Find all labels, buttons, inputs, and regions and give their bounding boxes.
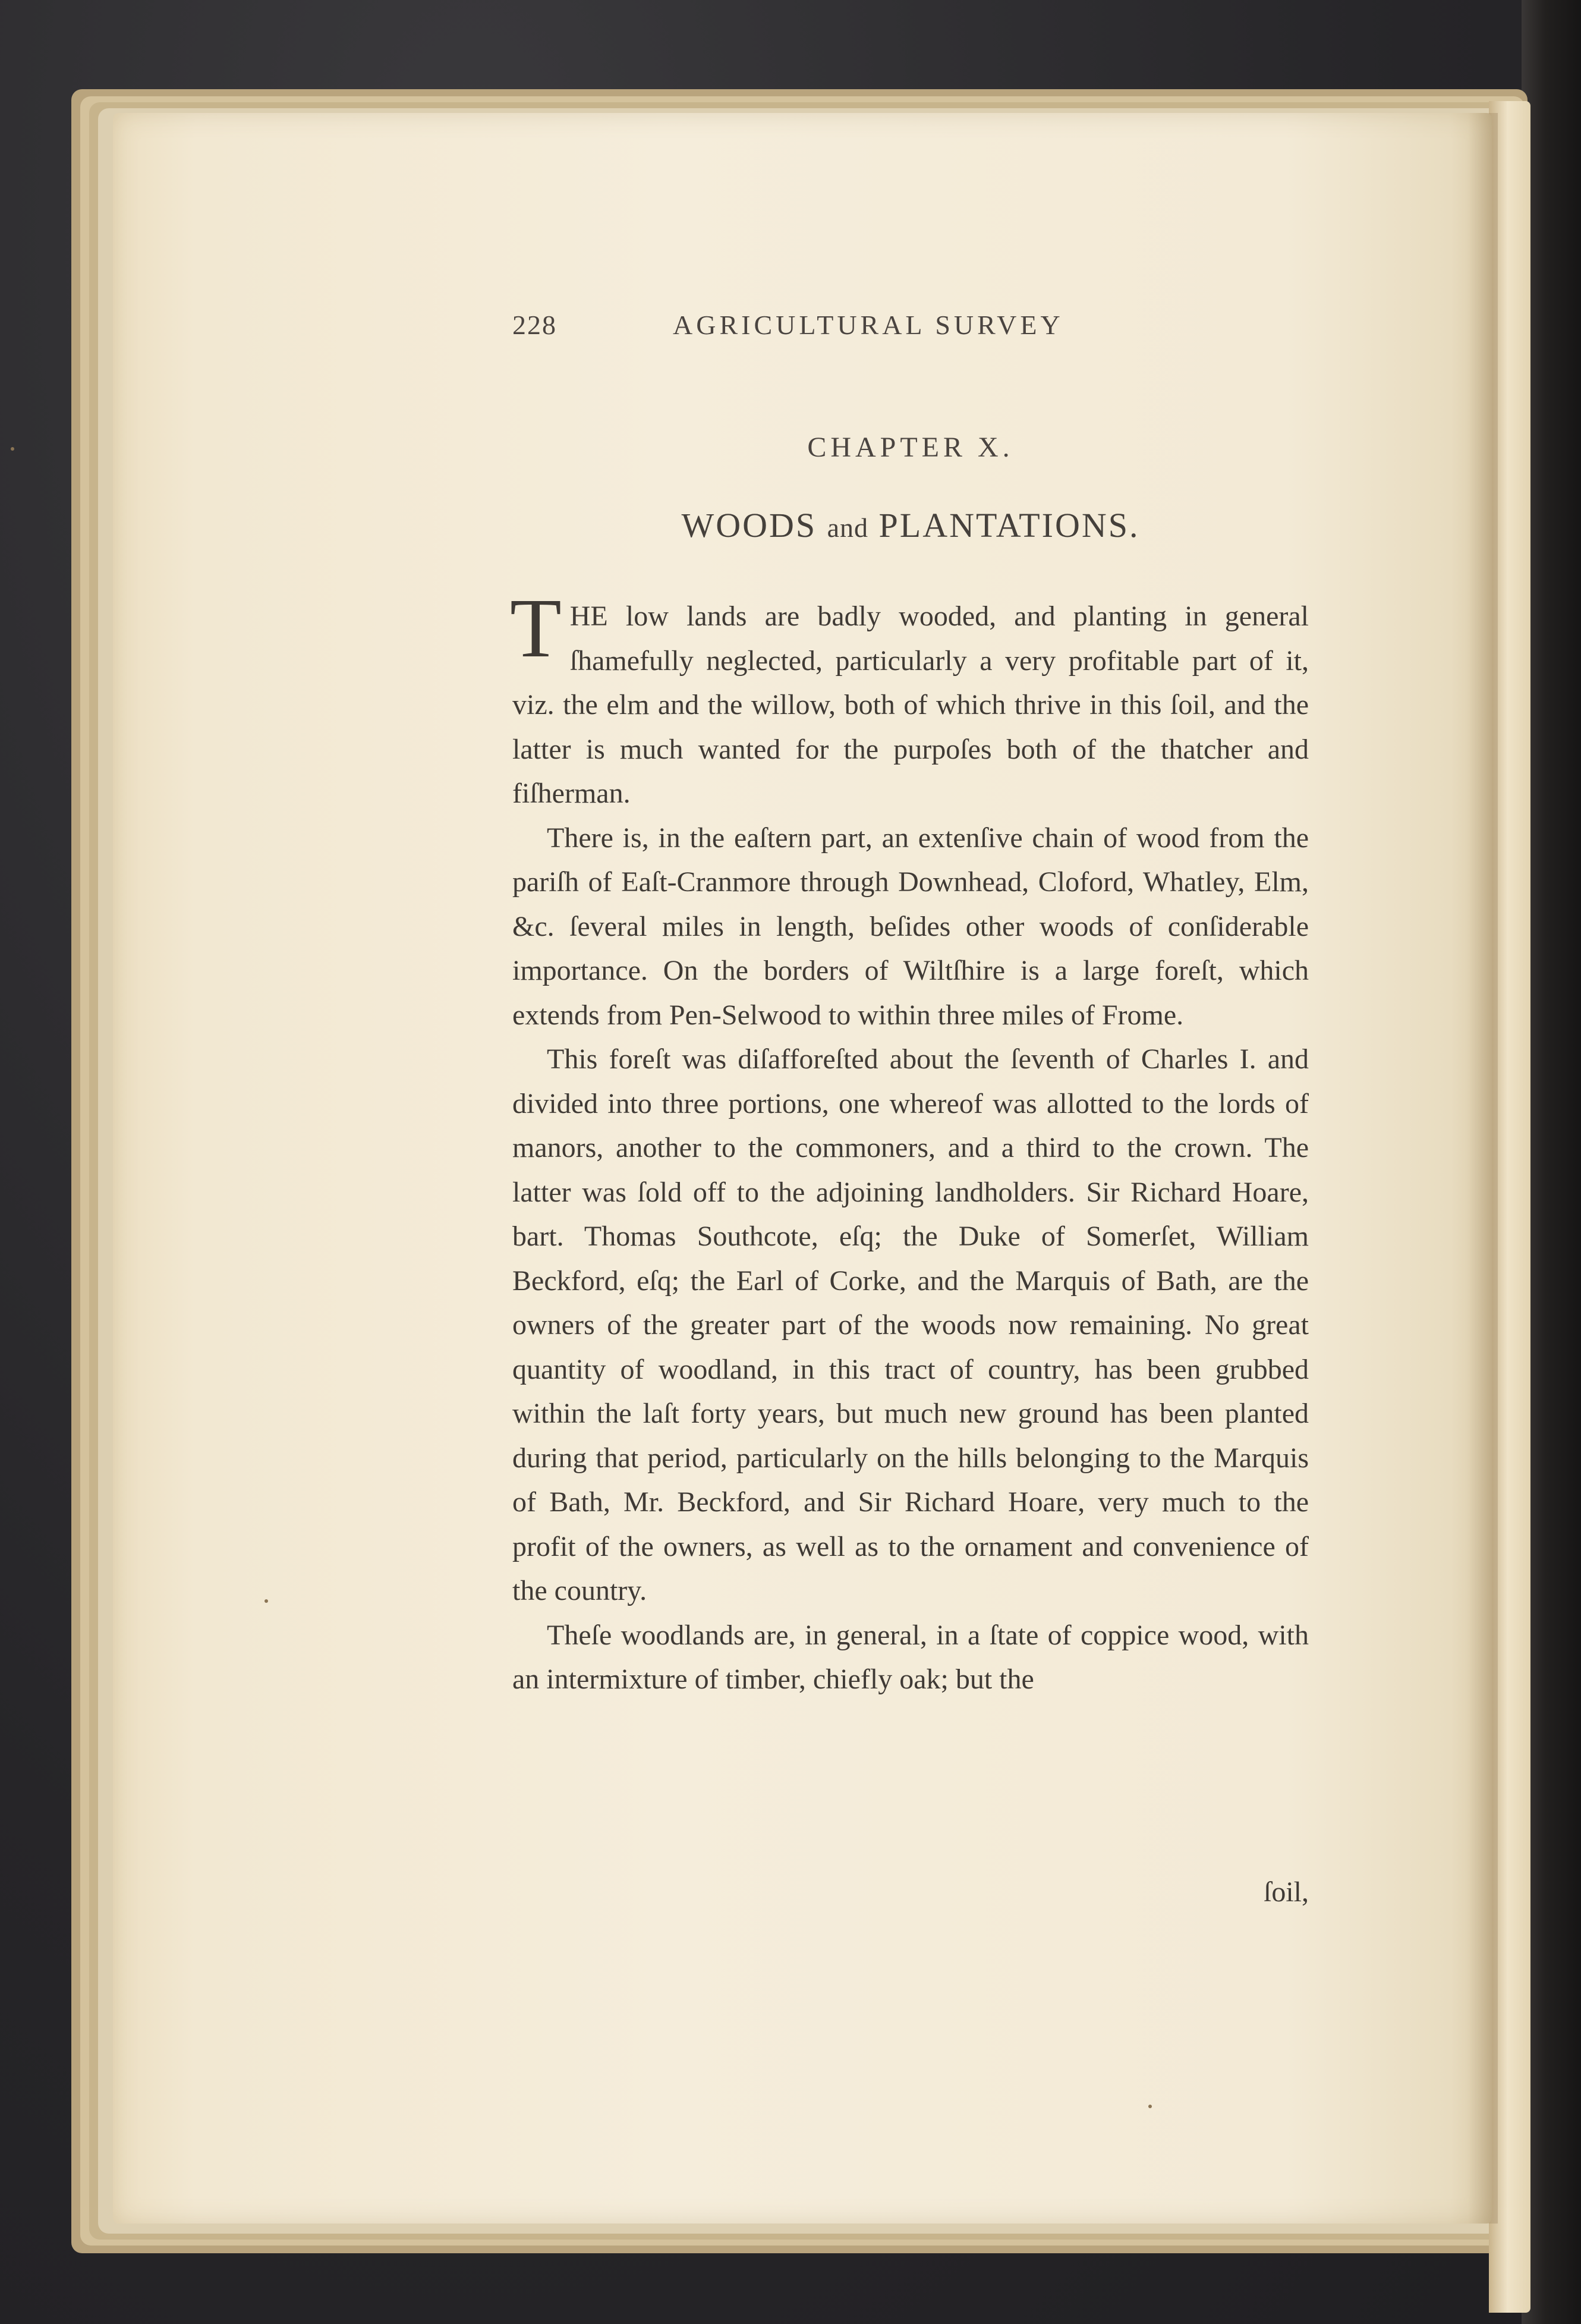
paper-speck [1148,2105,1152,2108]
book-cover-edge [1522,0,1581,2324]
paper-speck [264,1599,268,1603]
section-title [512,505,1309,545]
gutter-shadow [1468,113,1498,2224]
page-number: 228 [512,310,557,340]
section-title-part: and [827,512,869,543]
running-title: AGRICULTURAL SURVEY [673,310,1064,340]
paragraph: This foreſt was diſafforeſted about the ſeventh of Charles I. and divided into three portions, one whereof was allotted to the lords of manors, another to the commoners, and a third to the crown. The latter was ſold off to the adjoining landholders. Sir Richard Hoare, bart. Thomas Southcote, eſq; the Duke of Somerſet, William Beckford, eſq; the Earl of Corke, and the Marquis of Bath, are the owners of the greater part of the woods now remaining. No great quantity of woodland, in this tract of country, has been grubbed within the laſt forty years, but much new ground has been planted during that period, particularly on the hills belonging to the Marquis of Bath, Mr. Beckford, and Sir Richard Hoare, very much to the profit of the owners, as well as to the ornament and convenience of the country. [512,1043,1309,1606]
chapter-heading: CHAPTER X. [807,432,1014,463]
section-title-part: WOODS [681,506,817,545]
catchword: ſoil, [1263,1876,1309,1908]
running-head [512,309,1125,341]
paper-speck [11,447,14,451]
paragraph: There is, in the eaſtern part, an extenſive chain of wood from the pariſh of Eaſt-Cranmore through Downhead, Cloford, Whatley, Elm, &c. ſeveral miles in length, beſides other woods of conſiderable importance. On the borders of Wiltſhire is a large foreſt, which extends from Pen-Selwood to within three miles of Frome. [512,822,1309,1031]
drop-cap: T [510,581,562,675]
body-text [510,581,1309,1702]
paragraph: Theſe woodlands are, in general, in a ſtate of coppice wood, with an intermixture of timber, chiefly oak; but the [512,1619,1309,1695]
paragraph-text: HE low lands are badly wooded, and planting in general ſhamefully neglected, particularly a very profitable part of it, viz. the elm and the willow, both of which thrive in this ſoil, and the latter is much wanted for the purpoſes both of the thatcher and fiſherman. [512,600,1309,809]
section-title-part: PLANTATIONS. [878,506,1140,545]
paragraph [510,581,1309,816]
